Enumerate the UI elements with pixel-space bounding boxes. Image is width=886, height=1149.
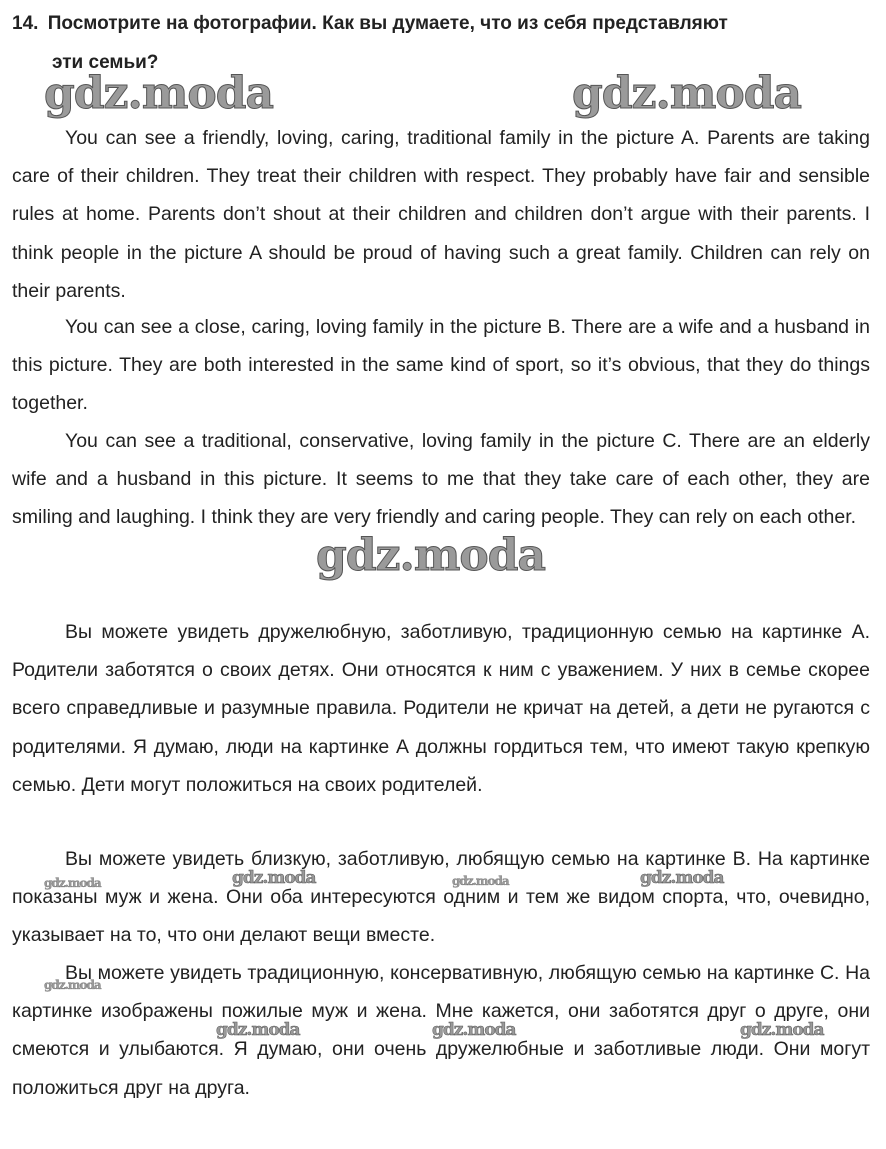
watermark: gdz.moda	[316, 530, 546, 581]
task-heading	[12, 12, 870, 74]
watermark: gdz.moda	[44, 68, 274, 119]
task-question-line2: эти семьи?	[52, 52, 159, 73]
watermark: gdz.moda	[432, 1020, 516, 1040]
watermark: gdz.moda	[216, 1020, 300, 1040]
task-number: 14.	[12, 13, 39, 34]
russian-paragraph-3: Вы можете увидеть традиционную, консервативную, любящую семью на картинке С. На картинке изображены пожилые муж и жена. Мне кажется, они заботятся друг о друге, они смеются и улыбаются. Я думаю, они очень дружелюбные и заботливые люди. Они могут положиться друг на друга.	[12, 962, 870, 1099]
task-question-line1: Посмотрите на фотографии. Как вы думаете, что из себя представляют	[47, 13, 728, 34]
watermark: gdz.moda	[452, 874, 509, 888]
watermark: gdz.moda	[44, 876, 101, 890]
watermark: gdz.moda	[740, 1020, 824, 1040]
english-paragraph-1: You can see a friendly, loving, caring, traditional family in the picture A. Parents are taking care of their children. They treat their children with respect. They probably have fair and sensible rules at home. Parents don’t shout at their children and children don’t argue with their parents. I think people in the picture A should be proud of having such a great family. Children can rely on their parents.	[12, 127, 870, 302]
english-paragraph-3: You can see a traditional, conservative, loving family in the picture C. There are an elderly wife and a husband in this picture. It seems to me that they take care of each other, they are smiling and laughing. I think they are very friendly and caring people. They can rely on each other.	[12, 430, 870, 529]
russian-paragraph-1: Вы можете увидеть дружелюбную, заботливую, традиционную семью на картинке А. Родители заботятся о своих детях. Они относятся к ним с уважением. У них в семье скорее всего справедливые и разумные правила. Родители не кричат на детей, а дети не ругаются с родителями. Я думаю, люди на картинке А должны гордиться тем, что имеют такую крепкую семью. Дети могут положиться на своих родителей.	[12, 621, 870, 796]
watermark: gdz.moda	[232, 868, 316, 888]
watermark: gdz.moda	[572, 68, 802, 119]
watermark: gdz.moda	[640, 868, 724, 888]
english-paragraph-2: You can see a close, caring, loving family in the picture B. There are a wife and a husband in this picture. They are both interested in the same kind of sport, so it’s obvious, that they do things together.	[12, 316, 870, 415]
watermark: gdz.moda	[44, 978, 101, 992]
russian-paragraph-2: Вы можете увидеть близкую, заботливую, любящую семью на картинке В. На картинке показаны муж и жена. Они оба интересуются одним и тем же видом спорта, что, очевидно, указывает на то, что они делают вещи вместе.	[12, 848, 870, 947]
